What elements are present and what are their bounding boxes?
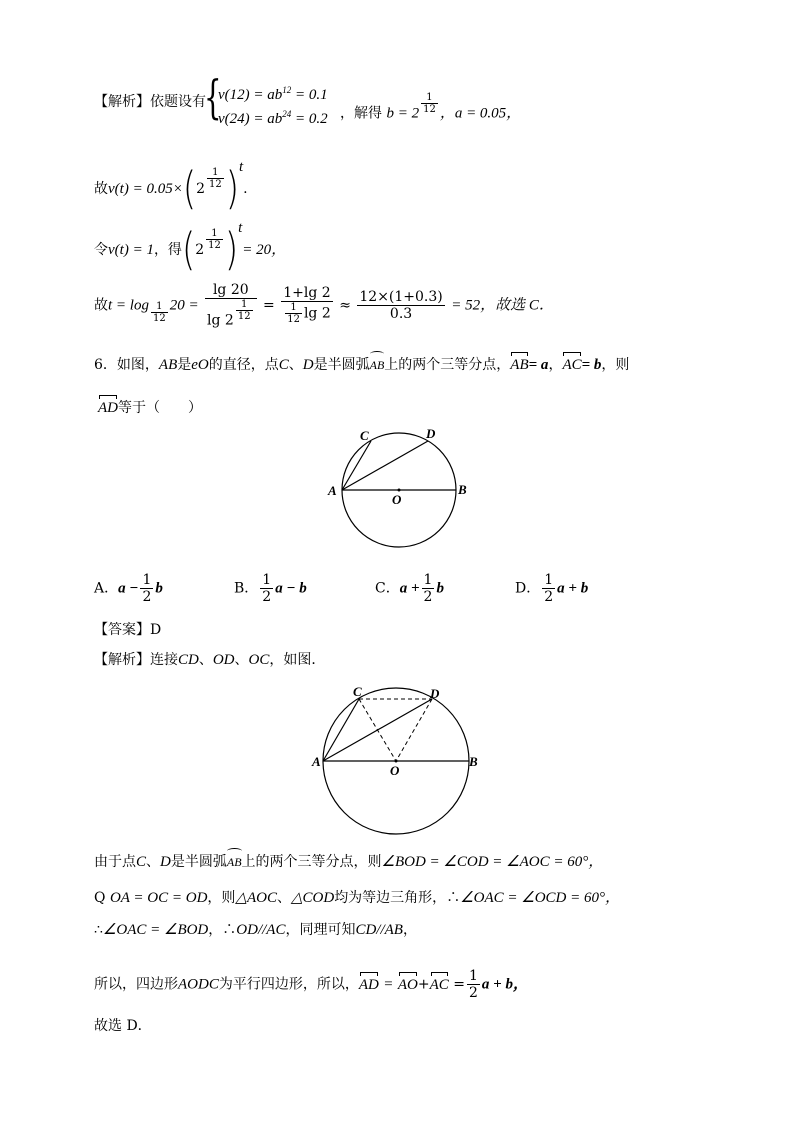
label-b-1: B	[458, 482, 467, 497]
system-eq-1: $v(12) = ab^{12} = 0.1$	[218, 85, 328, 103]
system-brace: {	[204, 70, 222, 124]
solution-6-line-4: ∴∠OAC = ∠BOD，∴OD//AC，同理可知CD//AB，	[94, 922, 417, 938]
solution-6-line-2: 由于点C、D是半圆弧AB上的两个三等分点，则∠BOD = ∠COD = ∠AOC = 60°，	[94, 854, 604, 870]
option-b: B． $\frac{1}{2}$ a − b	[234, 572, 307, 605]
segment-ad-1	[342, 441, 428, 490]
question-6-stem: 6．如图，AB是eO的直径，点C、D是半圆弧AB上的两个三等分点，AB= a，AC= b，则	[94, 357, 630, 373]
solution-5-line-2: 故v(t) = 0.05×(2 $\frac{1}{12}$ )$^t$.	[94, 159, 248, 215]
solution-6-line-1: 【解析】连接CD、OD、OC，如图．	[94, 652, 326, 668]
label-a-1: A	[328, 483, 337, 498]
solution-5-solve: ，解得 b = 2 $\frac{1}{12}$ ，a = 0.05，	[340, 92, 522, 122]
solution-6-line-6: 故选 D．	[94, 1018, 152, 1034]
option-d: D． $\frac{1}{2}$ a + b	[515, 572, 589, 605]
analysis-tag: 【解析】	[94, 94, 150, 110]
segment-ac-1	[342, 441, 371, 490]
system-eq-2: $v(24) = ab^{24} = 0.2$	[218, 109, 328, 127]
solution-5-line-4: 故t = log $\frac{1}{12}$ 20 = lg 20 lg 2 $\frac{1}{12}$ = 1+lg 2 $\frac{1}{12}$ lg 2 ≈ $\frac{12\times(1+0.3)}{0.3}$ = 52，故选 C．	[94, 282, 554, 329]
option-a: A．a − $\frac{1}{2}$ b	[94, 572, 163, 605]
label-o-2: O	[390, 763, 400, 778]
segment-od-dashed	[396, 699, 432, 761]
label-c-1: C	[360, 428, 369, 443]
option-c: C．a + $\frac{1}{2}$ b	[375, 572, 444, 605]
segment-oc-dashed	[359, 699, 396, 761]
label-c-2: C	[353, 684, 362, 699]
question-6-stem-2: AD等于（ ）	[98, 400, 202, 416]
label-a-2: A	[312, 754, 321, 769]
answer-tag: 【答案】	[94, 622, 150, 638]
label-d-1: D	[426, 426, 436, 441]
label-o-1: O	[392, 492, 402, 507]
answer-line	[94, 620, 161, 640]
solution-5-line-3: 令v(t) = 1，得(2 $\frac{1}{12}$ )$^t$= 20，	[94, 220, 287, 276]
label-d-2: D	[430, 686, 440, 701]
segment-ac-2	[323, 699, 359, 761]
label-b-2: B	[469, 754, 478, 769]
solution-5-line-1: 【解析】依题设有	[94, 94, 206, 110]
figure-2	[308, 680, 498, 838]
solution-6-line-5: 所以，四边形AODC为平行四边形，所以，AD = AO+AC = $\frac{1}{2}$ a + b，	[94, 968, 528, 1001]
answer-value: D	[150, 622, 162, 638]
figure-1	[320, 420, 480, 560]
solution-6-line-3: Q OA = OC = OD，则△AOC、△COD均为等边三角形，∴∠OAC = ∠OCD = 60°，	[94, 890, 620, 906]
